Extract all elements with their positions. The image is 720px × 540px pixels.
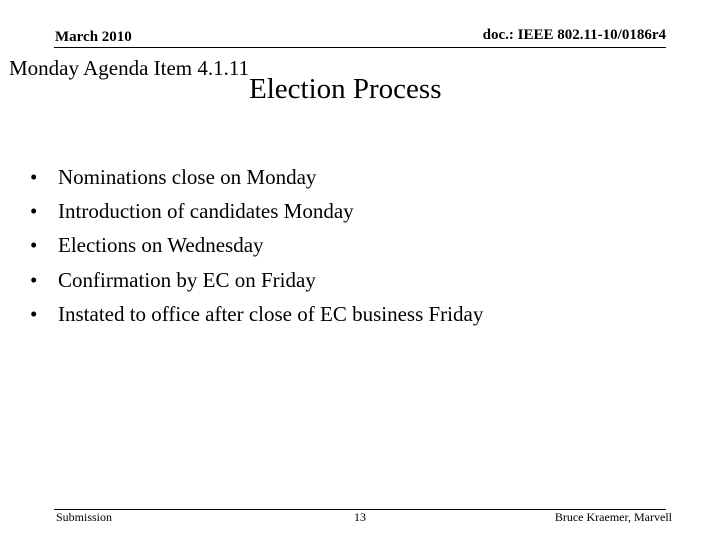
agenda-item: Monday Agenda Item 4.1.11 [9, 56, 250, 80]
list-item [30, 160, 483, 194]
footer-author: Bruce Kraemer, Marvell [554, 510, 672, 524]
header-divider [54, 47, 666, 48]
bullet-list [30, 160, 483, 331]
footer-submission: Submission [56, 510, 113, 524]
header-date: March 2010 [55, 29, 132, 45]
slide-title: Election Process [249, 73, 442, 105]
bullet-text: Nominations close on Monday [58, 165, 317, 189]
bullet-text: Introduction of candidates Monday [58, 199, 354, 224]
list-item [30, 194, 483, 228]
list-item [30, 228, 483, 262]
bullet-icon: • [30, 267, 38, 292]
bullet-icon: • [30, 233, 38, 258]
bullet-text: Instated to office after close of EC business Friday [58, 301, 484, 326]
page-number: 13 [354, 510, 366, 524]
bullet-icon: • [30, 165, 38, 189]
bullet-icon: • [30, 199, 38, 224]
list-item [30, 263, 483, 297]
bullet-icon: • [30, 301, 38, 326]
list-item [30, 297, 483, 331]
bullet-text: Elections on Wednesday [58, 233, 264, 258]
header-doc-id: doc.: IEEE 802.11-10/0186r4 [482, 27, 666, 43]
bullet-text: Confirmation by EC on Friday [58, 267, 316, 292]
